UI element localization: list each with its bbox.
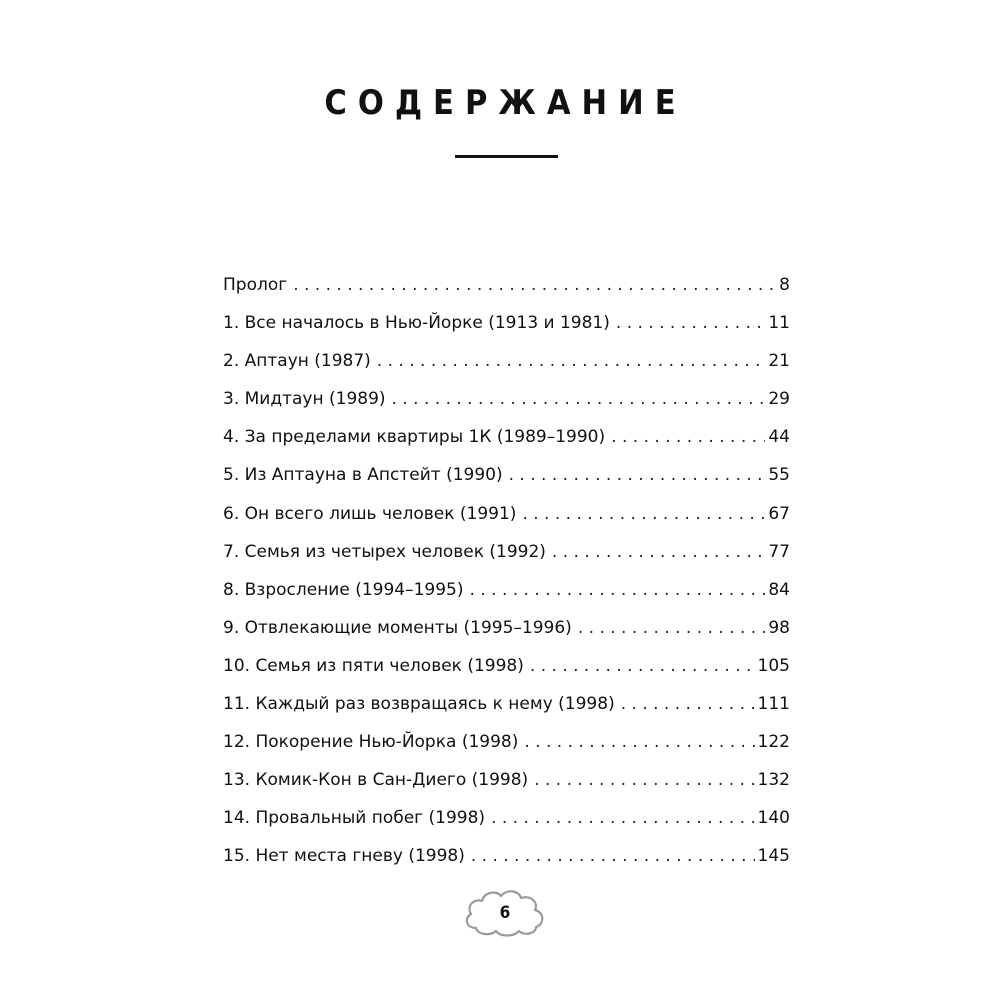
dot-leader	[377, 342, 766, 380]
dot-leader	[621, 685, 755, 723]
dot-leader	[524, 723, 754, 761]
toc-entry-page: 29	[768, 389, 790, 410]
toc-entry-title: 4. За пределами квартиры 1К (1989–1990)	[223, 427, 606, 448]
toc-entry	[223, 380, 790, 418]
page-title: СОДЕРЖАНИЕ	[324, 82, 687, 123]
toc-entry-title: 12. Покорение Нью-Йорка (1998)	[223, 732, 519, 753]
toc-entry	[223, 799, 790, 837]
toc-entry-page: 132	[757, 770, 790, 791]
dot-leader	[534, 761, 754, 799]
toc-entry-title: 9. Отвлекающие моменты (1995–1996)	[223, 617, 572, 638]
dot-leader	[522, 495, 765, 533]
dot-leader	[578, 609, 766, 647]
dot-leader	[552, 533, 765, 571]
toc-entry	[223, 647, 790, 685]
toc-entry-page: 77	[768, 541, 790, 562]
dot-leader	[293, 266, 776, 304]
toc-entry-page: 98	[768, 617, 790, 638]
toc-entry-page: 105	[757, 655, 790, 676]
toc-entry-title: Пролог	[223, 275, 288, 295]
toc-entry	[223, 723, 790, 761]
toc-entry-page: 8	[779, 275, 790, 295]
title-divider	[455, 155, 558, 158]
toc-entry-title: 11. Каждый раз возвращаясь к нему (1998)	[223, 694, 615, 715]
toc-entry-page: 11	[768, 313, 790, 334]
dot-leader	[471, 837, 755, 875]
toc-entry	[223, 609, 790, 647]
dot-leader	[470, 571, 766, 609]
toc-entry-title: 7. Семья из четырех человек (1992)	[223, 541, 546, 562]
toc-entry	[223, 761, 790, 799]
toc-entry-title: 5. Из Аптауна в Апстейт (1990)	[223, 465, 503, 486]
dot-leader	[616, 304, 765, 342]
toc-entry-title: 14. Провальный побег (1998)	[223, 808, 486, 829]
toc-entry-page: 111	[757, 694, 790, 715]
page-number-badge	[462, 884, 548, 940]
toc-entry	[223, 266, 790, 304]
toc-entry-page: 67	[768, 503, 790, 524]
toc-entry-title: 1. Все началось в Нью-Йорке (1913 и 1981)	[223, 313, 610, 334]
toc-entry	[223, 533, 790, 571]
table-of-contents	[223, 266, 790, 876]
toc-entry-page: 122	[757, 732, 790, 753]
dot-leader	[491, 799, 754, 837]
toc-entry-page: 145	[757, 846, 790, 867]
dot-leader	[530, 647, 755, 685]
toc-entry-title: 3. Мидтаун (1989)	[223, 389, 386, 410]
toc-entry	[223, 304, 790, 342]
toc-entry	[223, 685, 790, 723]
toc-entry-title: 15. Нет места гневу (1998)	[223, 846, 465, 867]
toc-entry	[223, 342, 790, 380]
toc-entry-title: 10. Семья из пяти человек (1998)	[223, 655, 524, 676]
toc-entry-title: 6. Он всего лишь человек (1991)	[223, 503, 517, 524]
toc-entry-page: 21	[768, 351, 790, 372]
toc-entry-page: 84	[768, 579, 790, 600]
toc-entry	[223, 456, 790, 494]
toc-entry-page: 140	[757, 808, 790, 829]
dot-leader	[611, 418, 765, 456]
toc-entry-title: 2. Аптаун (1987)	[223, 351, 371, 372]
toc-entry-title: 8. Взросление (1994–1995)	[223, 579, 464, 600]
dot-leader	[509, 456, 766, 494]
toc-entry	[223, 495, 790, 533]
page-number: 6	[499, 903, 511, 923]
toc-entry	[223, 837, 790, 875]
toc-entry-page: 55	[768, 465, 790, 486]
toc-entry-title: 13. Комик-Кон в Сан-Диего (1998)	[223, 770, 529, 791]
toc-entry-page: 44	[768, 427, 790, 448]
dot-leader	[392, 380, 766, 418]
toc-entry	[223, 571, 790, 609]
toc-entry	[223, 418, 790, 456]
